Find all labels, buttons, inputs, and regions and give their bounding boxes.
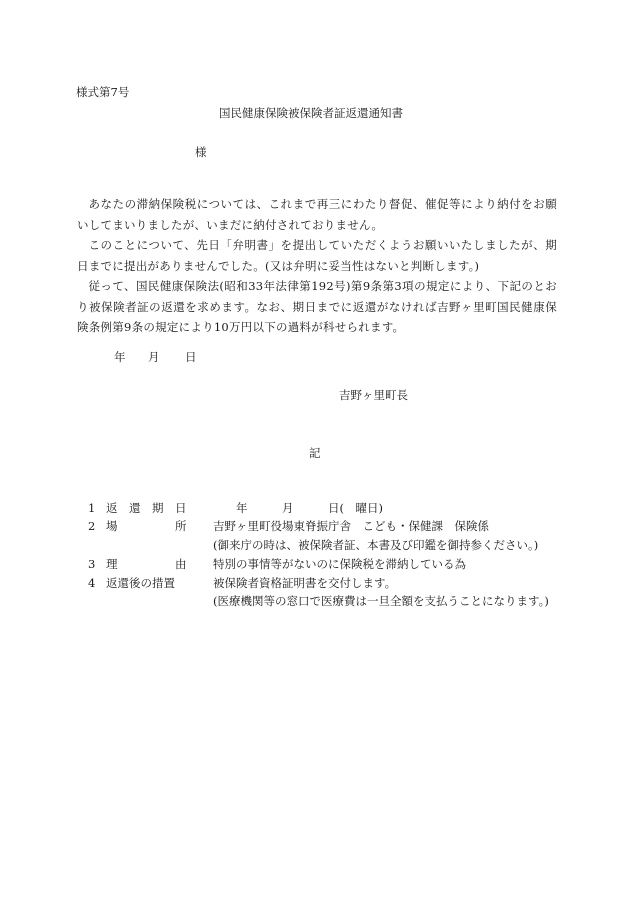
item-value: 被保険者資格証明書を交付します。 — [213, 576, 397, 590]
item-number: 1 — [88, 501, 96, 515]
date-month: 月 — [148, 350, 160, 364]
item-label: 場 所 — [106, 519, 187, 533]
item-note: (御来庁の時は、被保険者証、本書及び印鑑を御持参ください。) — [213, 538, 539, 552]
issuer: 吉野ヶ里町長 — [339, 388, 408, 402]
item-label: 理 由 — [106, 557, 187, 571]
item-number: 2 — [88, 519, 96, 533]
date-year: 年 — [114, 350, 126, 364]
addressee-suffix: 様 — [195, 145, 207, 159]
paragraph-notice: あなたの滞納保険税については、これまで再三にわたり督促、催促等により納付をお願いしてまいりましたが、いまだに納付されておりません。 — [77, 197, 557, 232]
item-number: 3 — [88, 557, 96, 571]
item-label: 返還後の措置 — [106, 576, 175, 590]
item-number: 4 — [88, 576, 96, 590]
paragraph-legal-basis: 従って、国民健康保険法(昭和33年法律第192号)第9条第3項の規定により、下記のとおり被保険者証の返還を求めます。なお、期日までに返還がなければ吉野ヶ里町国民健康保険条例第9条の規定により10万円以下の過料が科せられます。 — [77, 279, 557, 334]
paragraph-explanation: このことについて、先日「弁明書」を提出していただくようお願いいたしましたが、期日までに提出がありませんでした。(又は弁明に妥当性はないと判断します。) — [77, 238, 557, 273]
document-title: 国民健康保険被保険者証返還通知書 — [219, 106, 403, 120]
date-day: 日 — [185, 350, 197, 364]
item-value: 吉野ヶ里町役場東脊振庁舎 こども・保健課 保険係 — [213, 519, 489, 533]
form-number: 様式第7号 — [76, 85, 130, 99]
item-note: (医療機関等の窓口で医療費は一旦全額を支払うことになります。) — [213, 594, 549, 608]
item-value: 特別の事情等がないのに保険税を滞納している為 — [213, 557, 466, 571]
ki-heading: 記 — [309, 446, 321, 460]
item-value: 年 月 日( 曜日) — [236, 501, 383, 515]
item-label: 返 還 期 日 — [106, 501, 187, 515]
